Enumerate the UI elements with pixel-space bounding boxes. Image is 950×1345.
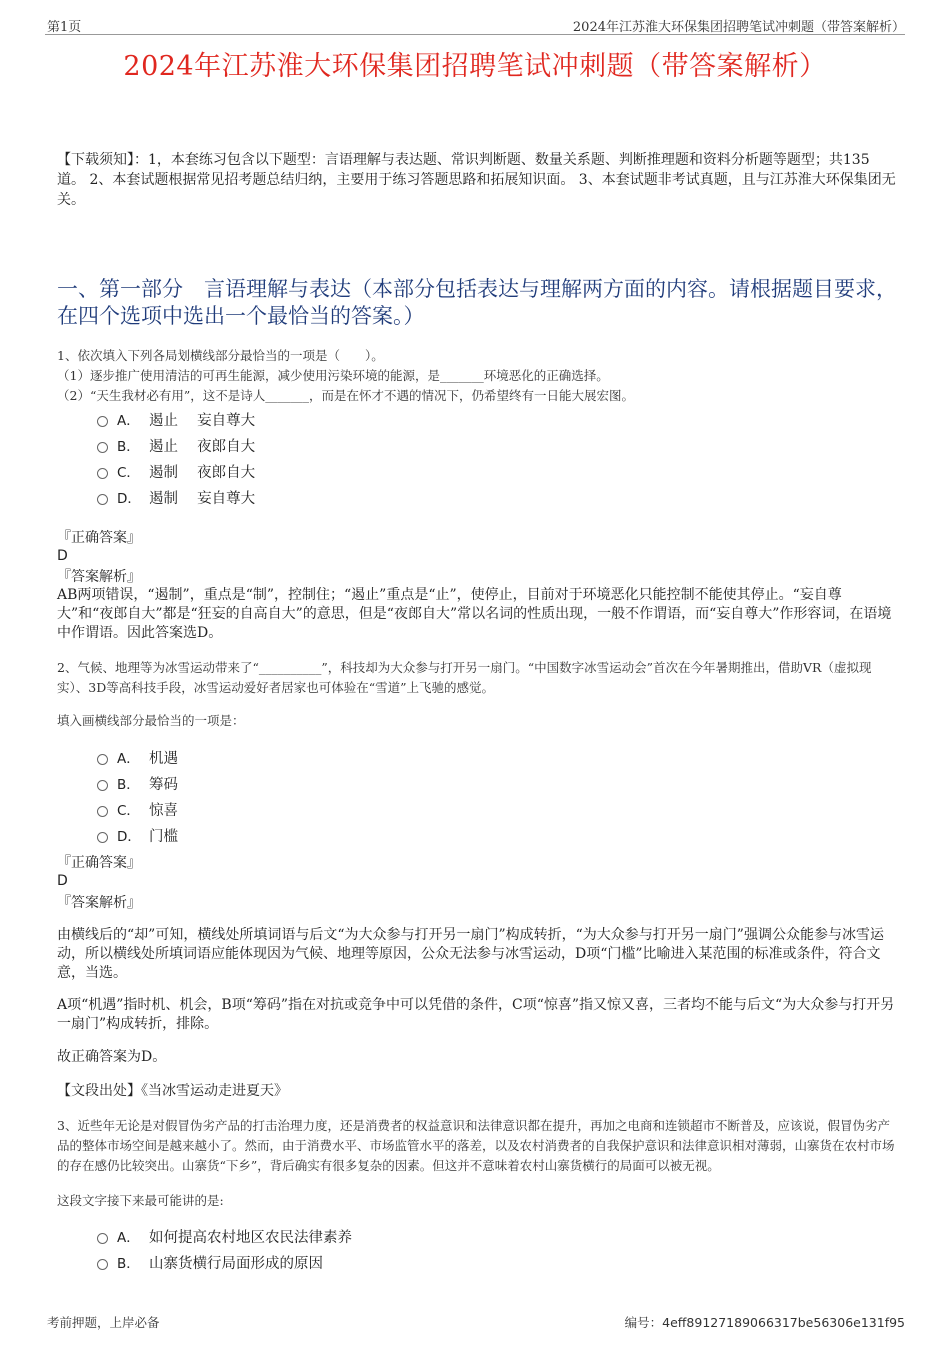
q2-option-a[interactable] xyxy=(97,746,178,768)
q1-line1: （1）逐步推广使用清洁的可再生能源，减少使用污染环境的能源，是_______环境恶化的正确选择。 xyxy=(57,368,609,383)
q3-prompt: 这段文字接下来最可能讲的是: xyxy=(57,1193,224,1208)
option-text: 惊喜 xyxy=(149,802,178,819)
option-text: 如何提高农村地区农民法律素养 xyxy=(149,1229,352,1246)
radio-icon[interactable] xyxy=(97,754,108,765)
radio-icon[interactable] xyxy=(97,494,108,505)
q1-analysis: AB两项错误，“遏制”，重点是“制”，控制住；“遏止”重点是“止”，使停止，目前对于环境恶化只能控制不能使其停止。“妄自尊大”和“夜郎自大”都是“狂妄的自高自大”的意思，但是“夜郎自大”常以名词的性质出现，一般不作谓语，而“妄自尊大”作形容词，在语境中作谓语。因此答案选D。 xyxy=(57,587,892,641)
option-text: 机遇 xyxy=(149,750,178,767)
option-letter: A． xyxy=(117,413,140,429)
option-letter: B． xyxy=(117,777,140,793)
option-text: 筹码 xyxy=(149,776,178,793)
q2-answer-label: 『正确答案』 xyxy=(57,855,141,871)
q2-analysis-p3: 故正确答案为D。 xyxy=(57,1049,167,1065)
option-letter: D． xyxy=(117,491,141,507)
section-heading: 一、第一部分 言语理解与表达（本部分包括表达与理解两方面的内容。请根据题目要求，在四个选项中选出一个最恰当的答案。） xyxy=(57,277,897,328)
option-letter: B． xyxy=(117,1256,140,1272)
q1-analysis-label: 『答案解析』 xyxy=(57,569,141,585)
q3-option-a[interactable] xyxy=(97,1225,352,1247)
page-number: 第1页 xyxy=(47,20,82,35)
header-doc-title: 2024年江苏淮大环保集团招聘笔试冲刺题（带答案解析） xyxy=(572,20,905,35)
radio-icon[interactable] xyxy=(97,442,108,453)
footer-code xyxy=(625,1313,905,1331)
q1-option-b[interactable] xyxy=(97,434,255,456)
option-letter: C． xyxy=(117,465,140,481)
footer-code-label: 编号： xyxy=(624,1315,663,1330)
option-letter: A． xyxy=(117,1230,140,1246)
q2-option-b[interactable] xyxy=(97,772,178,794)
radio-icon[interactable] xyxy=(97,832,108,843)
option-letter: C． xyxy=(117,803,140,819)
option-letter: D． xyxy=(117,829,141,845)
download-notice: 【下载须知】：1，本套练习包含以下题型：言语理解与表达题、常识判断题、数量关系题、判断推理题和资料分析题等题型；共135道。 2、本套试题根据常见招考题总结归纳，主要用于练习答题思路和拓展知识面。 3、本套试题非考试真题，且与江苏淮大环保集团无关。 xyxy=(57,152,896,208)
q1-option-c[interactable] xyxy=(97,460,255,482)
radio-icon[interactable] xyxy=(97,1259,108,1270)
header-divider xyxy=(45,34,905,35)
q2-analysis-p2: A项“机遇”指时机、机会，B项“筹码”指在对抗或竞争中可以凭借的条件，C项“惊喜”指又惊又喜，三者均不能与后文“为大众参与打开另一扇门”构成转折，排除。 xyxy=(57,997,895,1032)
q1-answer: D xyxy=(57,548,68,564)
radio-icon[interactable] xyxy=(97,806,108,817)
option-text: 山寨货横行局面形成的原因 xyxy=(149,1255,323,1272)
radio-icon[interactable] xyxy=(97,1233,108,1244)
q3-option-b[interactable] xyxy=(97,1251,323,1273)
q2-analysis-p1: 由横线后的“却”可知，横线处所填词语与后文“为大众参与打开另一扇门”构成转折，“为大众参与打开另一扇门”强调公众能参与冰雪运动，所以横线处所填词语应能体现因为气候、地理等原因，公众无法参与冰雪运动，D项“门槛”比喻进入某范围的标准或条件，符合文意，当选。 xyxy=(57,927,884,981)
q2-answer: D xyxy=(57,873,68,889)
option-text: 遏止 妄自尊大 xyxy=(149,412,256,429)
q1-answer-label: 『正确答案』 xyxy=(57,530,141,546)
footer-slogan: 考前押题，上岸必备 xyxy=(47,1315,160,1330)
q1-option-d[interactable] xyxy=(97,486,255,508)
radio-icon[interactable] xyxy=(97,416,108,427)
q2-option-c[interactable] xyxy=(97,798,178,820)
option-letter: B． xyxy=(117,439,140,455)
option-text: 遏制 夜郎自大 xyxy=(149,464,256,481)
option-letter: A． xyxy=(117,751,140,767)
q1-line2: （2）“天生我材必有用”，这不是诗人_______，而是在怀才不遇的情况下，仍希望终有一日能大展宏图。 xyxy=(57,388,634,403)
page-title: 2024年江苏淮大环保集团招聘笔试冲刺题（带答案解析） xyxy=(123,51,827,82)
option-text: 遏止 夜郎自大 xyxy=(149,438,256,455)
q1-stem: 1、依次填入下列各局划横线部分最恰当的一项是（ ）。 xyxy=(57,348,384,363)
q3-stem: 3、近些年无论是对假冒伪劣产品的打击治理力度，还是消费者的权益意识和法律意识都在提升，再加之电商和连锁超市不断普及，应该说，假冒伪劣产品的整体市场空间是越来越小了。然而，由于消费水平、市场监管水平的落差，以及农村消费者的自我保护意识和法律意识相对薄弱，山寨货在农村市场的存在感仍比较突出。山寨货“下乡”，背后确实有很多复杂的因素。但这并不意味着农村山寨货横行的局面可以被无视。 xyxy=(57,1118,895,1173)
q2-analysis-label: 『答案解析』 xyxy=(57,895,141,911)
option-text: 遏制 妄自尊大 xyxy=(149,490,256,507)
option-text: 门槛 xyxy=(149,828,178,845)
q1-option-a[interactable] xyxy=(97,408,255,430)
radio-icon[interactable] xyxy=(97,468,108,479)
footer-code-value: 4eff89127189066317be56306e131f95 xyxy=(662,1315,905,1330)
radio-icon[interactable] xyxy=(97,780,108,791)
q2-source: 【文段出处】《当冰雪运动走进夏天》 xyxy=(57,1083,288,1099)
q2-prompt: 填入画横线部分最恰当的一项是： xyxy=(57,713,245,728)
q2-stem: 2、气候、地理等为冰雪运动带来了“__________”，科技却为大众参与打开另一扇门。“中国数字冰雪运动会”首次在今年暑期推出，借助VR（虚拟现实）、3D等高科技手段，冰雪运动爱好者居家也可体验在“雪道”上飞驰的感觉。 xyxy=(57,660,872,695)
q2-option-d[interactable] xyxy=(97,824,178,846)
